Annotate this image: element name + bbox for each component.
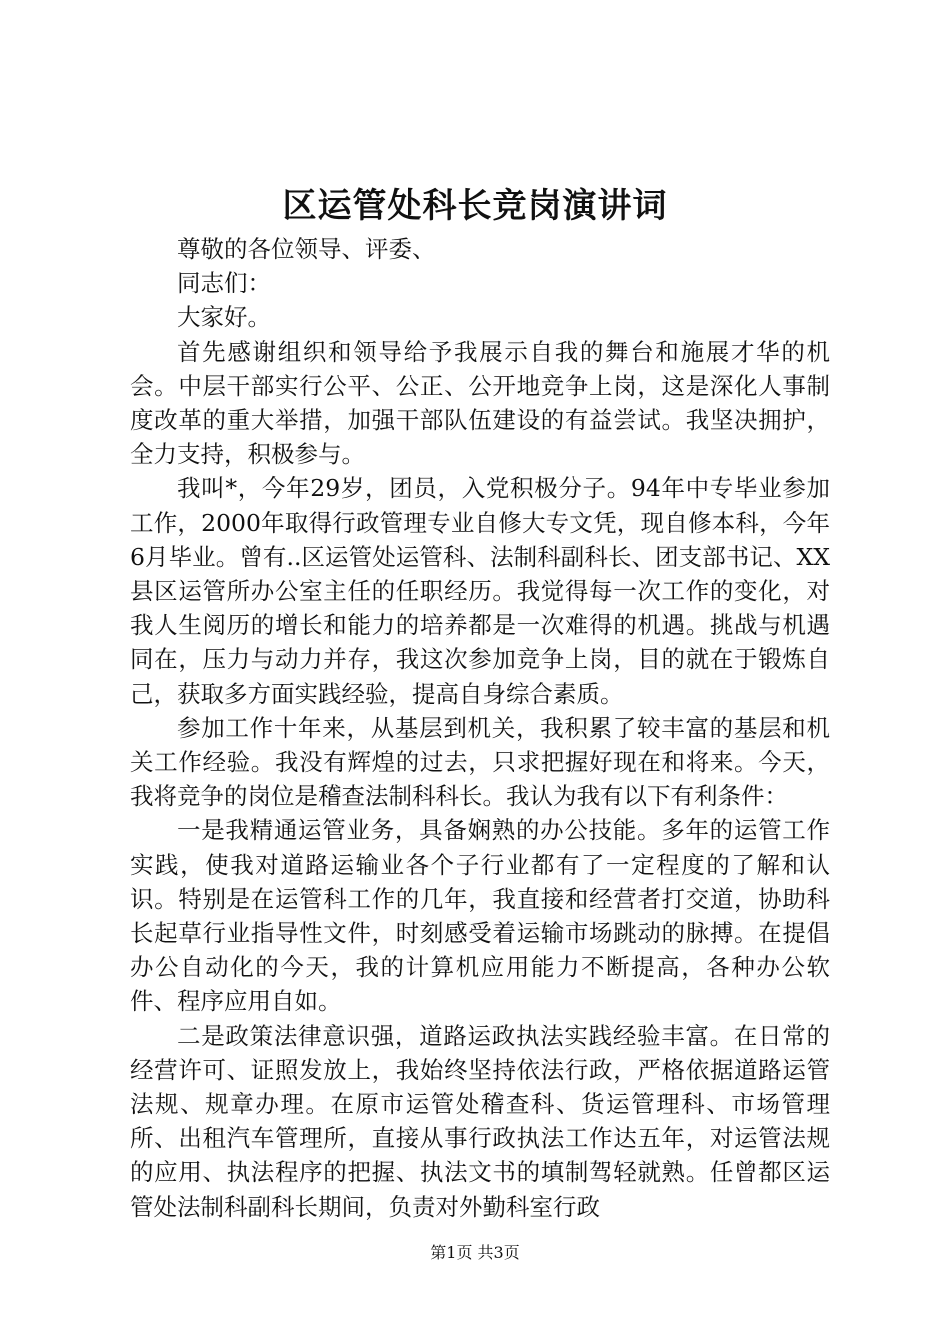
document-body [130, 232, 830, 1224]
body-paragraph: 参加工作十年来，从基层到机关，我积累了较丰富的基层和机关工作经验。我没有辉煌的过去，只求把握好现在和将来。今天，我将竞争的岗位是稽查法制科科长。我认为我有以下有利条件： [130, 713, 830, 811]
document-title: 区运管处科长竞岗演讲词 [282, 186, 668, 226]
body-paragraph: 二是政策法律意识强，道路运政执法实践经验丰富。在日常的经营许可、证照发放上，我始终坚持依法行政，严格依据道路运管法规、规章办理。在原市运管处稽查科、货运管理科、市场管理所、出租汽车管理所，直接从事行政执法工作达五年，对运管法规的应用、执法程序的把握、执法文书的填制驾轻就熟。任曾都区运管处法制科副科长期间，负责对外勤科室行政 [130, 1021, 830, 1221]
page-footer: 第1页 共3页 [430, 1243, 520, 1262]
salutation-line-1: 尊敬的各位领导、评委、 [177, 235, 436, 263]
salutation-line-2: 同志们： [177, 269, 271, 298]
body-paragraph: 我叫*，今年29岁，团员，入党积极分子。94年中专毕业参加工作，2000年取得行政管理专业自修大专文凭，现自修本科，今年6月毕业。曾有..区运管处运管科、法制科副科长、团支部书记、XX县区运管所办公室主任的任职经历。我觉得每一次工作的变化，对我人生阅历的增长和能力的培养都是一次难得的机遇。挑战与机遇同在，压力与动力并存，我这次参加竞争上岗，目的就在于锻炼自己，获取多方面实践经验，提高自身综合素质。 [130, 474, 830, 708]
greeting-line: 大家好。 [177, 303, 271, 332]
body-paragraph: 一是我精通运管业务，具备娴熟的办公技能。多年的运管工作实践，使我对道路运输业各个子行业都有了一定程度的了解和认识。特别是在运管科工作的几年，我直接和经营者打交道，协助科长起草行业指导性文件，时刻感受着运输市场跳动的脉搏。在提倡办公自动化的今天，我的计算机应用能力不断提高，各种办公软件、程序应用自如。 [130, 816, 830, 1016]
body-paragraph: 首先感谢组织和领导给予我展示自我的舞台和施展才华的机会。中层干部实行公平、公正、公开地竞争上岗，这是深化人事制度改革的重大举措，加强干部队伍建设的有益尝试。我坚决拥护，全力支持，积极参与。 [130, 337, 830, 469]
